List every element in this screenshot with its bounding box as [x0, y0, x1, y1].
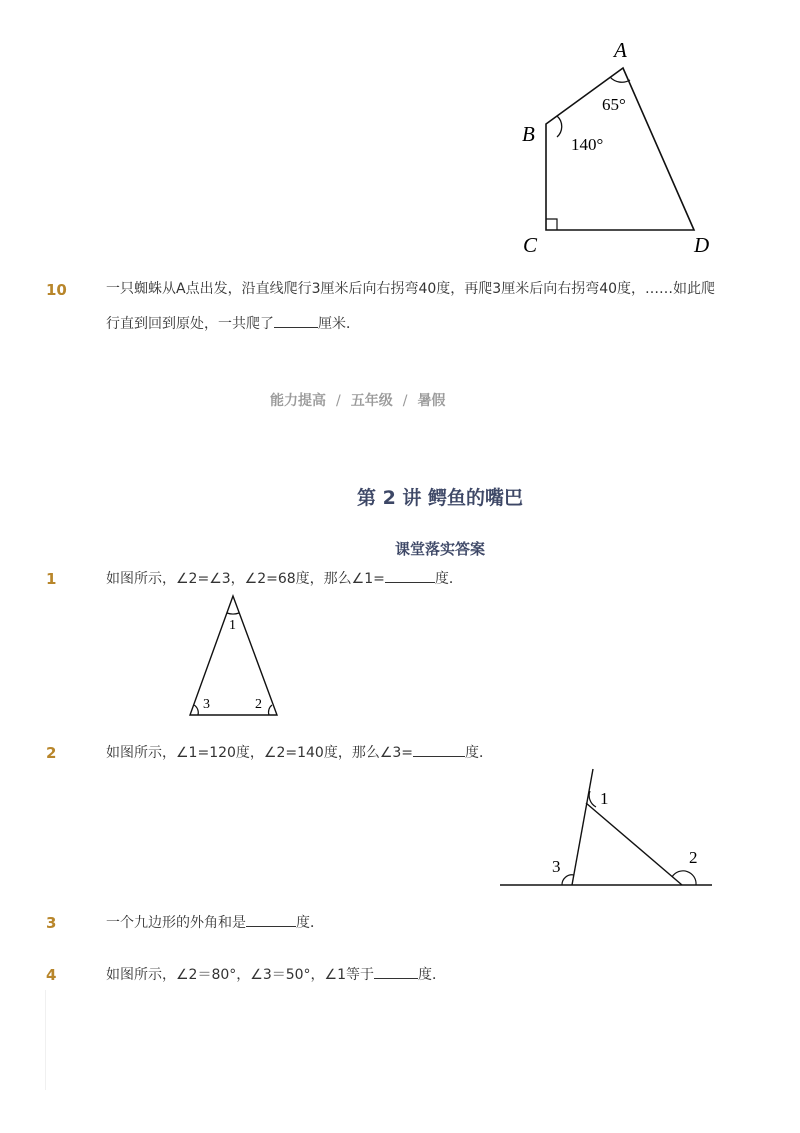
triangle-label-1: 1 [229, 618, 236, 633]
answer-blank[interactable] [374, 964, 418, 979]
triangle-figure [185, 590, 285, 722]
angle-a-value: 65° [602, 95, 626, 114]
angle-b-value: 140° [571, 135, 604, 154]
question-3-after: 度． [296, 915, 324, 931]
question-3-before: 一个九边形的外角和是 [106, 915, 246, 931]
triangle-label-3: 3 [203, 697, 210, 712]
question-10-line2-after: 厘米． [318, 316, 360, 332]
question-4-number: 4 [46, 966, 57, 984]
question-10-number: 10 [46, 281, 67, 299]
question-1-after: 度． [434, 571, 463, 587]
ext-label-2: 2 [689, 848, 698, 867]
triangle-label-2: 2 [255, 697, 262, 712]
question-1-before: 如图所示，∠2=∠3，∠2=68度，那么∠1= [106, 571, 385, 587]
label-c: C [523, 233, 538, 257]
question-2-before: 如图所示，∠1=120度，∠2=140度，那么∠3= [106, 745, 414, 761]
footer-part2: 五年级 [350, 393, 393, 409]
quadrilateral-figure [510, 30, 730, 260]
footer-separator: / [336, 393, 341, 409]
question-4-text [106, 960, 446, 990]
section-title: 课堂落实答案 [394, 540, 485, 558]
question-10-line2-before: 行直到回到原处，一共爬了 [106, 316, 274, 332]
question-2-text [106, 738, 493, 768]
question-10-line1: 一只蜘蛛从A点出发，沿直线爬行3厘米后向右拐弯40度，再爬3厘米后向右拐弯40度，……如此爬 [106, 281, 716, 297]
question-10-line2 [106, 309, 360, 339]
ext-label-3: 3 [552, 857, 561, 876]
question-3-number: 3 [46, 914, 57, 932]
question-1-number: 1 [46, 570, 57, 588]
label-b: B [522, 122, 535, 146]
answer-blank[interactable] [413, 742, 465, 757]
question-2-after: 度． [465, 745, 494, 761]
label-d: D [694, 233, 710, 257]
footer-separator: / [402, 393, 408, 409]
answer-blank[interactable] [246, 912, 296, 927]
lecture-title: 第 2 讲 鳄鱼的嘴巴 [356, 487, 524, 509]
ext-label-1: 1 [600, 789, 609, 808]
footer-part3: 暑假 [417, 393, 446, 409]
question-2-number: 2 [46, 744, 57, 762]
question-4-before: 如图所示，∠2＝80°，∠3＝50°，∠1等于 [106, 967, 375, 983]
footer-part1: 能力提高 [270, 393, 326, 409]
label-a: A [614, 38, 627, 62]
answer-blank[interactable] [385, 568, 435, 583]
answer-blank[interactable] [274, 313, 318, 328]
question-4-after: 度． [418, 967, 447, 983]
question-3-text [106, 908, 324, 938]
exterior-angle-figure [495, 762, 720, 892]
page-footer [270, 390, 445, 410]
margin-line [45, 990, 46, 1090]
